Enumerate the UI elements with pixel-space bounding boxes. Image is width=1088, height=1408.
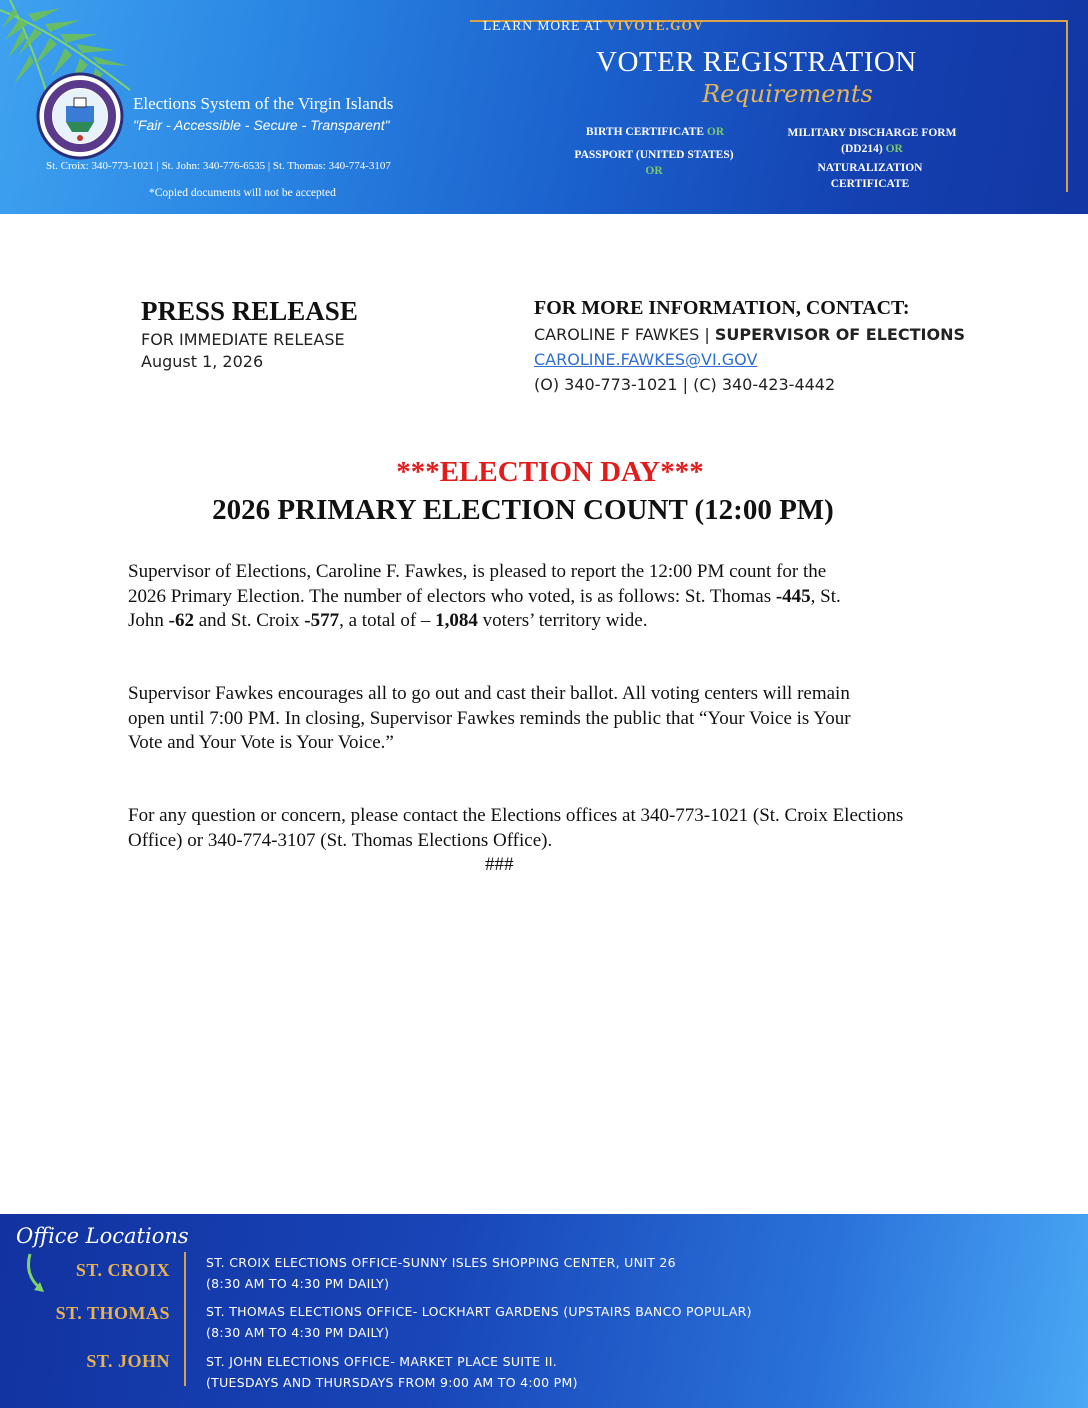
org-name: Elections System of the Virgin Islands	[133, 94, 394, 113]
office-hours: (8:30 AM TO 4:30 PM DAILY)	[206, 1276, 390, 1291]
release-date: August 1, 2026	[141, 352, 264, 371]
paragraph-count-report: Supervisor of Elections, Caroline F. Fawkes, is pleased to report the 12:00 PM count for the 2026 Primary Election. The number of electors who voted, is as follows: St. Thomas -445, St. John -62 and St. Croix -577, a total of – 1,084 voters’ territory wide.	[128, 561, 841, 631]
contact-name: CAROLINE F FAWKES | SUPERVISOR OF ELECTIONS	[534, 325, 965, 344]
contact-phones: (O) 340-773-1021 | (C) 340-423-4442	[534, 375, 836, 394]
requirement-military-discharge: MILITARY DISCHARGE FORM (DD214) OR	[787, 127, 957, 155]
paragraph-encouragement: Supervisor Fawkes encourages all to go out and cast their ballot. All voting centers will remain open until 7:00 PM. In closing, Supervisor Fawkes reminds the public that “Your Voice is Your Vote and Your Vote is Your Voice.”	[128, 683, 851, 753]
island-st-thomas: ST. THOMAS	[55, 1303, 170, 1323]
or-label: OR	[645, 165, 663, 177]
count-heading: 2026 PRIMARY ELECTION COUNT (12:00 PM)	[212, 494, 834, 526]
office-st-thomas	[206, 1301, 752, 1343]
copied-documents-note: *Copied documents will not be accepted	[149, 187, 336, 199]
island-st-john: ST. JOHN	[86, 1351, 170, 1371]
contact-role: SUPERVISOR OF ELECTIONS	[714, 325, 965, 344]
release-type: FOR IMMEDIATE RELEASE	[141, 330, 345, 349]
footer-divider	[184, 1252, 186, 1386]
elections-seal-icon	[36, 72, 124, 160]
end-mark: ###	[485, 854, 514, 875]
footer-banner	[0, 1214, 1088, 1408]
org-tagline: "Fair - Accessible - Secure - Transparent"	[133, 117, 390, 133]
island-st-croix: ST. CROIX	[75, 1260, 170, 1280]
requirement-birth-certificate: BIRTH CERTIFICATE OR	[585, 126, 725, 138]
requirements-script: Requirements	[702, 80, 873, 108]
or-label: OR	[706, 126, 725, 138]
election-day-heading: ***ELECTION DAY***	[396, 456, 704, 488]
website-link[interactable]: VIVOTE.GOV	[606, 18, 704, 33]
curved-arrow-icon	[24, 1252, 50, 1296]
header-phones: St. Croix: 340-773-1021 | St. John: 340-776-6535 | St. Thomas: 340-774-3107	[46, 160, 391, 172]
office-hours: (TUESDAYS AND THURSDAYS FROM 9:00 AM TO 4:00 PM)	[206, 1375, 578, 1390]
office-address: ST. THOMAS ELECTIONS OFFICE- LOCKHART GARDENS (UPSTAIRS BANCO POPULAR)	[206, 1304, 752, 1319]
or-label: OR	[885, 143, 903, 155]
contact-heading: FOR MORE INFORMATION, CONTACT:	[534, 297, 910, 319]
office-locations-heading: Office Locations	[16, 1224, 189, 1248]
st-thomas-count: -445	[775, 585, 811, 607]
total-count: 1,084	[435, 610, 478, 631]
office-address: ST. CROIX ELECTIONS OFFICE-SUNNY ISLES SHOPPING CENTER, UNIT 26	[206, 1255, 676, 1270]
learn-more-prefix: LEARN MORE AT	[483, 18, 607, 33]
header-banner	[0, 0, 1088, 214]
learn-more-link[interactable]	[483, 18, 704, 34]
press-release-title: PRESS RELEASE	[141, 296, 358, 326]
contact-email-link[interactable]: CAROLINE.FAWKES@VI.GOV	[534, 350, 758, 369]
office-hours: (8:30 AM TO 4:30 PM DAILY)	[206, 1325, 390, 1340]
office-st-john	[206, 1351, 578, 1393]
office-st-croix	[206, 1252, 676, 1294]
st-croix-count: -577	[304, 610, 340, 631]
paragraph-contact: For any question or concern, please contact the Elections offices at 340-773-1021 (St. Croix Elections Office) or 340-774-3107 (St. Thomas Elections Office).	[128, 805, 904, 851]
requirement-passport: PASSPORT (UNITED STATES) OR	[574, 149, 734, 177]
voter-registration-title: VOTER REGISTRATION	[596, 46, 917, 78]
office-address: ST. JOHN ELECTIONS OFFICE- MARKET PLACE SUITE II.	[206, 1354, 557, 1369]
requirement-naturalization: NATURALIZATION CERTIFICATE	[817, 162, 923, 190]
st-john-count: -62	[168, 610, 194, 631]
